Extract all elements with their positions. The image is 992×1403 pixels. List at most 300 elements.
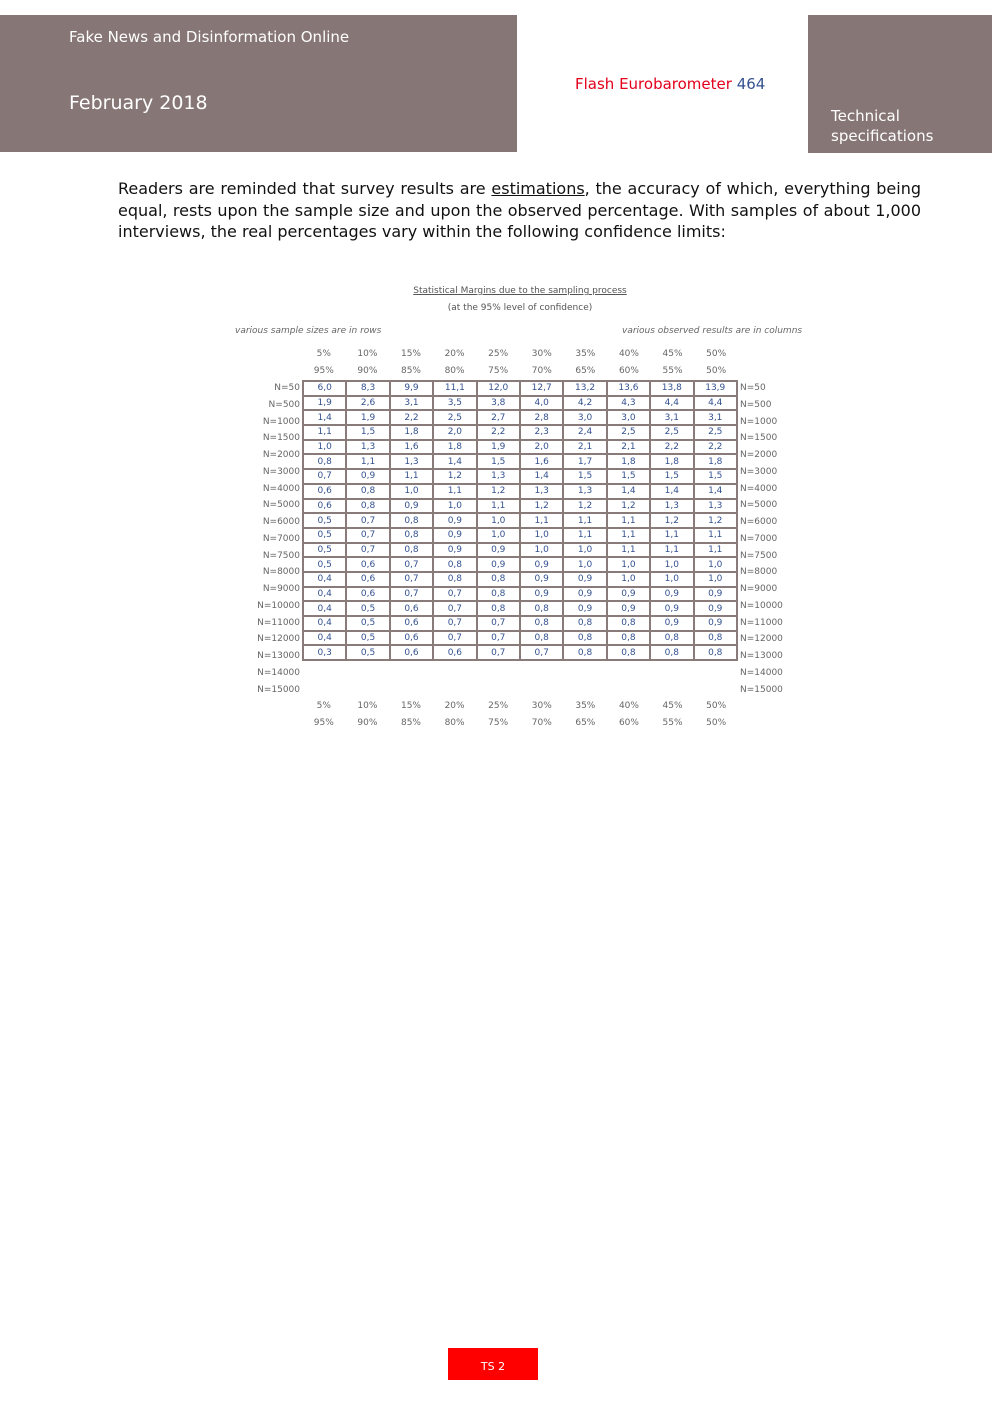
table-cell: 0,7 — [433, 587, 476, 602]
table-cell: 1,8 — [433, 440, 476, 455]
table-cell: 0,8 — [390, 543, 433, 558]
table-cell: 1,0 — [520, 528, 563, 543]
table-row — [303, 528, 737, 543]
column-header-cell: 5% — [316, 349, 331, 359]
table-cell: 1,2 — [694, 513, 737, 528]
table-cell: 0,6 — [390, 631, 433, 646]
column-header-cell: 10% — [357, 349, 378, 359]
series-number: 464 — [736, 75, 766, 93]
column-header-top-complement — [302, 363, 738, 380]
table-cell: 0,4 — [303, 616, 346, 631]
table-row — [303, 616, 737, 631]
table-cell: 0,9 — [346, 469, 389, 484]
table-cell: 0,4 — [303, 572, 346, 587]
table-cell: 0,5 — [303, 557, 346, 572]
table-cell: 0,9 — [607, 601, 650, 616]
column-header-cell: 95% — [313, 718, 334, 728]
row-label-left: N=2000 — [262, 450, 300, 460]
table-cell: 0,9 — [520, 587, 563, 602]
table-cell: 1,0 — [607, 557, 650, 572]
table-cell: 1,0 — [390, 484, 433, 499]
table-cell: 0,7 — [390, 587, 433, 602]
table-cell: 2,2 — [390, 410, 433, 425]
column-header-cell: 35% — [575, 349, 596, 359]
table-cell: 1,0 — [650, 557, 693, 572]
table-cell: 13,9 — [694, 381, 737, 396]
table-cell: 0,9 — [477, 557, 520, 572]
table-cell: 0,9 — [563, 587, 606, 602]
row-label-left: N=10000 — [257, 600, 300, 611]
table-cell: 1,5 — [650, 469, 693, 484]
row-label-right: N=2000 — [740, 450, 778, 460]
table-cell: 2,0 — [520, 440, 563, 455]
table-cell: 0,8 — [390, 513, 433, 528]
table-cell: 3,0 — [563, 410, 606, 425]
column-header-cell: 50% — [706, 701, 727, 711]
table-cell: 1,1 — [303, 425, 346, 440]
table-cell: 1,4 — [650, 484, 693, 499]
table-row — [303, 645, 737, 660]
table-cell: 1,0 — [650, 572, 693, 587]
series-name: Flash Eurobarometer — [575, 75, 732, 93]
table-cell: 0,8 — [694, 631, 737, 646]
table-row — [303, 543, 737, 558]
table-cell: 0,9 — [433, 528, 476, 543]
column-header-cell: 20% — [444, 701, 465, 711]
column-header-cell: 40% — [618, 349, 639, 359]
row-label-left: N=12000 — [257, 634, 300, 645]
table-cell: 1,9 — [477, 440, 520, 455]
table-cell: 0,7 — [433, 616, 476, 631]
table-cell: 1,3 — [477, 469, 520, 484]
row-label-left: N=13000 — [257, 651, 300, 661]
column-header-cell: 15% — [400, 701, 421, 711]
table-cell: 1,0 — [694, 557, 737, 572]
table-cell: 12,0 — [477, 381, 520, 396]
row-label-right: N=4000 — [740, 483, 778, 494]
table-cell: 0,9 — [694, 587, 737, 602]
table-cell: 0,5 — [346, 601, 389, 616]
table-title — [260, 286, 780, 296]
row-label-left: N=9000 — [262, 584, 300, 594]
column-header-cell: 10% — [357, 701, 378, 711]
table-cell: 2,5 — [607, 425, 650, 440]
table-cell: 0,7 — [433, 631, 476, 646]
row-label-right: N=8000 — [740, 567, 778, 578]
row-label-right: N=9000 — [740, 584, 778, 594]
table-cell: 0,8 — [563, 631, 606, 646]
table-cell: 1,3 — [650, 499, 693, 514]
table-cell: 0,8 — [433, 557, 476, 572]
table-cell: 0,7 — [390, 572, 433, 587]
column-header-cell: 30% — [531, 701, 552, 711]
table-cell: 1,5 — [563, 469, 606, 484]
table-cell: 0,9 — [650, 616, 693, 631]
table-cell: 1,2 — [477, 484, 520, 499]
table-row — [303, 396, 737, 411]
table-row — [303, 469, 737, 484]
column-header-cell: 5% — [316, 701, 331, 711]
table-cell: 0,7 — [477, 631, 520, 646]
row-label-right: N=15000 — [740, 684, 783, 695]
table-cell: 0,8 — [607, 616, 650, 631]
table-cell: 1,0 — [607, 572, 650, 587]
table-cell: 0,7 — [520, 645, 563, 660]
table-cell: 1,9 — [303, 396, 346, 411]
table-cell: 1,2 — [563, 499, 606, 514]
row-label-left: N=14000 — [257, 667, 300, 678]
series-label — [575, 75, 765, 93]
table-cell: 0,3 — [303, 645, 346, 660]
table-cell: 8,3 — [346, 381, 389, 396]
column-header-cell: 95% — [313, 366, 334, 376]
column-header-cell: 40% — [618, 701, 639, 711]
table-cell: 3,1 — [694, 410, 737, 425]
table-cell: 3,1 — [390, 396, 433, 411]
column-header-cell: 85% — [400, 366, 421, 376]
table-cell: 0,8 — [607, 631, 650, 646]
table-cell: 1,5 — [694, 469, 737, 484]
table-cell: 0,9 — [477, 543, 520, 558]
table-cell: 0,4 — [303, 587, 346, 602]
table-cell: 1,2 — [607, 499, 650, 514]
table-cell: 1,8 — [390, 425, 433, 440]
table-cell: 0,6 — [303, 484, 346, 499]
table-cell: 0,8 — [650, 645, 693, 660]
table-cell: 0,6 — [303, 499, 346, 514]
table-cell: 0,7 — [477, 645, 520, 660]
row-label-right: N=11000 — [740, 617, 783, 628]
table-cell: 2,7 — [477, 410, 520, 425]
margins-table — [302, 380, 738, 661]
table-cell: 0,5 — [346, 631, 389, 646]
table-cell: 3,0 — [607, 410, 650, 425]
table-row — [303, 631, 737, 646]
column-header-cell: 20% — [444, 349, 465, 359]
table-cell: 4,2 — [563, 396, 606, 411]
intro-before: Readers are reminded that survey results are — [118, 179, 492, 198]
table-cell: 2,2 — [650, 440, 693, 455]
table-row — [303, 484, 737, 499]
table-cell: 4,4 — [650, 396, 693, 411]
column-header-top — [302, 346, 738, 363]
table-cell: 1,1 — [607, 513, 650, 528]
table-cell: 0,8 — [563, 616, 606, 631]
column-header-cell: 50% — [706, 366, 727, 376]
column-header-bottom-complement — [302, 715, 738, 732]
table-cell: 4,0 — [520, 396, 563, 411]
column-header-cell: 80% — [444, 366, 465, 376]
row-label-right: N=7000 — [740, 533, 778, 544]
table-cell: 0,4 — [303, 601, 346, 616]
table-cell: 0,9 — [694, 616, 737, 631]
table-cell: 0,9 — [650, 601, 693, 616]
document-title: Fake News and Disinformation Online — [69, 28, 350, 46]
row-label-right: N=500 — [740, 399, 772, 410]
column-header-bottom — [302, 698, 738, 715]
table-cell: 1,1 — [520, 513, 563, 528]
table-cell: 0,6 — [346, 587, 389, 602]
table-cell: 11,1 — [433, 381, 476, 396]
row-label-left: N=11000 — [257, 617, 300, 628]
row-label-left: N=500 — [268, 399, 300, 410]
table-cell: 0,7 — [477, 616, 520, 631]
table-row — [303, 425, 737, 440]
table-cell: 13,2 — [563, 381, 606, 396]
table-cell: 1,8 — [694, 454, 737, 469]
table-cell: 0,9 — [433, 513, 476, 528]
row-label-left: N=4000 — [262, 483, 300, 494]
column-header-cell: 90% — [357, 718, 378, 728]
row-label-right: N=1000 — [740, 416, 778, 427]
table-row — [303, 410, 737, 425]
table-cell: 0,8 — [477, 601, 520, 616]
column-header-cell: 25% — [488, 349, 509, 359]
table-cell: 6,0 — [303, 381, 346, 396]
table-cell: 0,9 — [433, 543, 476, 558]
table-cell: 0,7 — [433, 601, 476, 616]
column-header-cell: 90% — [357, 366, 378, 376]
table-cell: 1,8 — [650, 454, 693, 469]
table-cell: 0,7 — [346, 528, 389, 543]
column-header-cell: 75% — [488, 718, 509, 728]
table-cell: 0,6 — [390, 645, 433, 660]
table-cell: 0,8 — [433, 572, 476, 587]
table-cell: 3,1 — [650, 410, 693, 425]
row-label-left: N=1000 — [262, 416, 300, 427]
column-header-cell: 80% — [444, 718, 465, 728]
page-number: TS 2 — [448, 1348, 538, 1380]
table-cell: 0,5 — [303, 513, 346, 528]
table-cell: 9,9 — [390, 381, 433, 396]
rows-note: various sample sizes are in rows — [235, 326, 382, 336]
row-label-left: N=7500 — [262, 550, 300, 561]
table-cell: 2,5 — [694, 425, 737, 440]
table-cell: 0,8 — [477, 587, 520, 602]
table-cell: 0,8 — [563, 645, 606, 660]
table-cell: 0,8 — [477, 572, 520, 587]
row-label-right: N=12000 — [740, 634, 783, 645]
column-header-cell: 60% — [618, 718, 639, 728]
table-cell: 2,2 — [694, 440, 737, 455]
document-date: February 2018 — [69, 92, 208, 114]
row-label-right: N=1500 — [740, 433, 778, 444]
table-cell: 1,7 — [563, 454, 606, 469]
column-header-cell: 30% — [531, 349, 552, 359]
table-cell: 0,9 — [520, 572, 563, 587]
column-header-cell: 70% — [531, 718, 552, 728]
table-cell: 1,1 — [607, 543, 650, 558]
column-header-cell: 35% — [575, 701, 596, 711]
intro-paragraph — [118, 178, 921, 243]
table-cell: 1,4 — [694, 484, 737, 499]
table-cell: 0,9 — [520, 557, 563, 572]
table-cell: 0,8 — [390, 528, 433, 543]
column-header-cell: 45% — [662, 349, 683, 359]
table-cell: 1,2 — [520, 499, 563, 514]
row-label-right: N=50 — [740, 383, 766, 393]
table-cell: 0,7 — [346, 543, 389, 558]
table-cell: 1,1 — [563, 513, 606, 528]
row-label-right: N=10000 — [740, 600, 783, 611]
table-cell: 0,8 — [520, 616, 563, 631]
row-label-left: N=1500 — [262, 433, 300, 444]
table-cell: 1,8 — [607, 454, 650, 469]
table-cell: 4,3 — [607, 396, 650, 411]
table-cell: 0,8 — [346, 484, 389, 499]
column-header-cell: 45% — [662, 701, 683, 711]
column-header-cell: 65% — [575, 366, 596, 376]
table-cell: 3,8 — [477, 396, 520, 411]
table-cell: 1,1 — [390, 469, 433, 484]
table-cell: 1,1 — [433, 484, 476, 499]
table-cell: 1,1 — [477, 499, 520, 514]
table-cell: 0,5 — [303, 543, 346, 558]
table-cell: 0,6 — [390, 616, 433, 631]
table-cell: 0,6 — [346, 557, 389, 572]
table-cell: 1,1 — [650, 543, 693, 558]
table-cell: 1,3 — [346, 440, 389, 455]
table-cell: 0,5 — [346, 645, 389, 660]
table-cell: 0,5 — [303, 528, 346, 543]
table-cell: 1,0 — [563, 557, 606, 572]
table-cell: 0,8 — [650, 631, 693, 646]
table-cell: 0,8 — [520, 631, 563, 646]
row-label-left: N=5000 — [262, 500, 300, 511]
table-cell: 0,9 — [607, 587, 650, 602]
table-cell: 2,2 — [477, 425, 520, 440]
table-cell: 2,4 — [563, 425, 606, 440]
table-row — [303, 499, 737, 514]
column-header-cell: 50% — [706, 718, 727, 728]
table-title-text: Statistical Margins due to the sampling process — [413, 286, 627, 296]
table-cell: 0,6 — [346, 572, 389, 587]
table-cell: 1,1 — [346, 454, 389, 469]
table-cell: 1,0 — [563, 543, 606, 558]
table-cell: 1,1 — [563, 528, 606, 543]
table-cell: 2,5 — [433, 410, 476, 425]
table-cell: 1,0 — [433, 499, 476, 514]
table-cell: 1,0 — [477, 528, 520, 543]
row-label-left: N=15000 — [257, 684, 300, 695]
table-cell: 1,0 — [520, 543, 563, 558]
table-cell: 0,9 — [650, 587, 693, 602]
column-header-cell: 65% — [575, 718, 596, 728]
table-cell: 1,1 — [650, 528, 693, 543]
row-label-right: N=3000 — [740, 466, 778, 477]
table-cell: 3,5 — [433, 396, 476, 411]
table-cell: 1,3 — [694, 499, 737, 514]
table-cell: 2,1 — [563, 440, 606, 455]
row-label-left: N=6000 — [262, 517, 300, 527]
table-cell: 0,7 — [346, 513, 389, 528]
table-cell: 0,8 — [607, 645, 650, 660]
table-cell: 1,1 — [607, 528, 650, 543]
table-cell: 1,0 — [303, 440, 346, 455]
table-subtitle: (at the 95% level of confidence) — [447, 303, 593, 313]
table-cell: 2,5 — [650, 425, 693, 440]
table-cell: 4,4 — [694, 396, 737, 411]
table-cell: 0,6 — [390, 601, 433, 616]
table-cell: 1,5 — [607, 469, 650, 484]
table-cell: 1,9 — [346, 410, 389, 425]
table-cell: 1,2 — [650, 513, 693, 528]
row-label-left: N=50 — [274, 383, 300, 393]
table-cell: 0,8 — [694, 645, 737, 660]
table-cell: 2,0 — [433, 425, 476, 440]
table-cell: 0,8 — [520, 601, 563, 616]
table-row — [303, 440, 737, 455]
columns-note: various observed results are in columns — [622, 326, 803, 336]
table-cell: 0,4 — [303, 631, 346, 646]
table-cell: 0,9 — [694, 601, 737, 616]
table-cell: 1,0 — [694, 572, 737, 587]
row-label-right: N=13000 — [740, 651, 783, 661]
table-cell: 0,5 — [346, 616, 389, 631]
column-header-cell: 55% — [662, 718, 683, 728]
table-row — [303, 381, 737, 396]
row-label-right: N=7500 — [740, 550, 778, 561]
table-cell: 0,7 — [303, 469, 346, 484]
section-title: Technical specifications — [831, 107, 934, 145]
table-cell: 1,2 — [433, 469, 476, 484]
table-cell: 2,8 — [520, 410, 563, 425]
table-cell: 1,0 — [477, 513, 520, 528]
table-cell: 1,3 — [563, 484, 606, 499]
table-cell: 1,4 — [303, 410, 346, 425]
column-header-cell: 85% — [400, 718, 421, 728]
column-header-cell: 50% — [706, 349, 727, 359]
table-cell: 2,1 — [607, 440, 650, 455]
row-label-right: N=6000 — [740, 517, 778, 527]
table-cell: 2,6 — [346, 396, 389, 411]
table-cell: 0,7 — [390, 557, 433, 572]
table-cell: 1,1 — [694, 528, 737, 543]
table-cell: 1,5 — [346, 425, 389, 440]
table-cell: 0,9 — [563, 601, 606, 616]
column-header-cell: 55% — [662, 366, 683, 376]
table-cell: 13,8 — [650, 381, 693, 396]
table-row — [303, 454, 737, 469]
column-header-cell: 15% — [400, 349, 421, 359]
row-label-left: N=3000 — [262, 466, 300, 477]
table-row — [303, 587, 737, 602]
table-cell: 2,3 — [520, 425, 563, 440]
table-cell: 0,8 — [303, 454, 346, 469]
table-cell: 12,7 — [520, 381, 563, 396]
table-cell: 1,4 — [433, 454, 476, 469]
row-label-right: N=5000 — [740, 500, 778, 511]
table-cell: 1,3 — [520, 484, 563, 499]
row-label-left: N=8000 — [262, 567, 300, 578]
column-header-cell: 60% — [618, 366, 639, 376]
table-cell: 1,5 — [477, 454, 520, 469]
table-cell: 0,8 — [346, 499, 389, 514]
row-label-left: N=7000 — [262, 533, 300, 544]
table-cell: 1,3 — [390, 454, 433, 469]
column-header-cell: 70% — [531, 366, 552, 376]
table-row — [303, 601, 737, 616]
table-cell: 1,4 — [607, 484, 650, 499]
intro-emphasis: estimations — [491, 179, 585, 198]
table-cell: 0,6 — [433, 645, 476, 660]
table-cell: 1,6 — [390, 440, 433, 455]
table-cell: 0,9 — [563, 572, 606, 587]
table-row — [303, 572, 737, 587]
column-header-cell: 75% — [488, 366, 509, 376]
table-row — [303, 513, 737, 528]
intro-after: , the accuracy of which, everything being equal, rests upon the sample size and upon the observed percentage. With samples of about 1,000 interviews, the real percentages vary within the following confidence limits: — [118, 179, 922, 241]
